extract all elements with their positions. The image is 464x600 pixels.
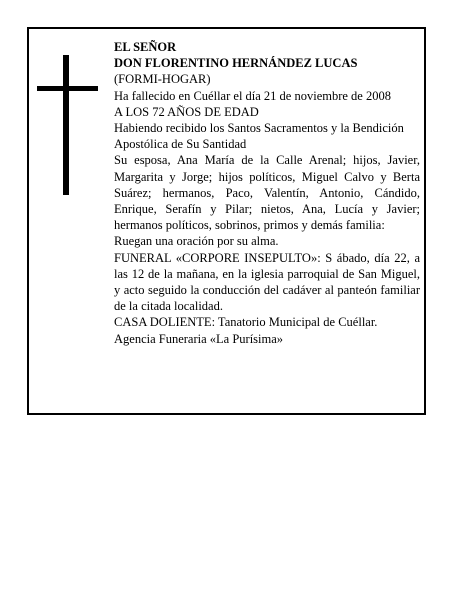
funeral-agency: Agencia Funeraria «La Purísima» <box>114 331 284 346</box>
funeral-details: FUNERAL «CORPORE INSEPULTO»: S ábado, día 22, a las 12 de la mañana, en la iglesia parroquial de San Miguel, y acto seguido la conducción del cadáver al panteón familiar de la citada localidad. <box>114 250 420 314</box>
header-line1: EL SEÑOR <box>114 40 177 54</box>
cross-icon <box>37 55 98 195</box>
obituary-text <box>114 39 420 347</box>
cross-vertical-bar <box>63 55 69 195</box>
sacraments-line: Habiendo recibido los Santos Sacramentos y la Bendición Apostólica de Su Santidad <box>114 121 404 152</box>
mourning-house: CASA DOLIENTE: Tanatorio Municipal de Cuéllar. <box>114 315 378 330</box>
deceased-nickname: (FORMI-HOGAR) <box>114 72 211 87</box>
deceased-name: DON FLORENTINO HERNÁNDEZ LUCAS <box>114 56 358 71</box>
prayer-request: Ruegan una oración por su alma. <box>114 234 279 249</box>
death-info: Ha fallecido en Cuéllar el día 21 de noviembre de 2008 <box>114 88 391 103</box>
age-at-death: A LOS 72 AÑOS DE EDAD <box>114 104 259 119</box>
cross-horizontal-bar <box>37 86 98 91</box>
family-list: Su esposa, Ana María de la Calle Arenal; hijos, Javier, Margarita y Jorge; hijos políticos, Miguel Calvo y Berta Suárez; hermanos, Paco, Valentín, Antonio, Cándido, Enrique, Serafín y Pilar; nietos, Ana, Lucía y Javier; hermanos políticos, sobrinos, primos y demás familia: <box>114 153 420 233</box>
